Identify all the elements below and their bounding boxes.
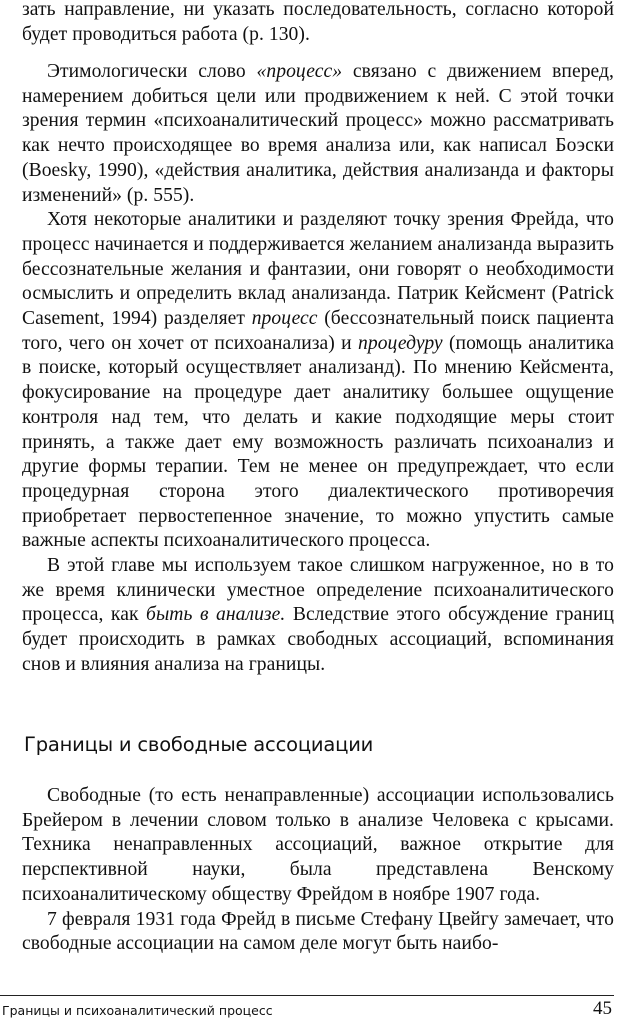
section-text-block <box>22 784 614 957</box>
section-heading: Границы и свободные ассоциации <box>24 733 374 756</box>
paragraph-casement <box>22 208 614 554</box>
paragraph-text: Вследствие этого обсуждение границ будет происходить в рамках свободных ассоциаций, вспоминания снов и влияния анализа на границы. <box>22 604 614 675</box>
emphasis-term: процесс <box>251 308 318 330</box>
paragraph-freud-letter <box>22 908 614 957</box>
paragraph-text: В этой главе мы используем такое слишком нагруженное, но в то же время клинически уместное определение психоаналитического процесса, как <box>22 555 614 626</box>
footer-divider <box>0 995 614 996</box>
paragraph-text: Этимологически слово <box>47 61 257 82</box>
running-title: Границы и психоаналитический процесс <box>2 1003 273 1018</box>
emphasis-term: «процесс» <box>256 61 343 82</box>
continued-paragraph <box>22 0 614 47</box>
emphasis-term: процедуру <box>358 332 443 354</box>
paragraph-text: связано с движением вперед, намерением добиться цели или продвижением к ней. С этой точки зрения термин «психоаналитический процесс» можно рассматривать как нечто происходящее во время анализа или, как написал Боэски (Boesky, 1990), «действия аналитика, действия анализанда и факторы изменений» (р. 555). <box>22 61 614 206</box>
page-number: 45 <box>593 998 612 1019</box>
paragraph-etymology <box>22 60 614 208</box>
paragraph-text: Хотя некоторые аналитики и разделяют точку зрения Фрейда, что процесс начинается и поддерживается желанием анализанда выразить бессознательные желания и фантазии, они говорят о необходимости осмыслить и определить вклад анализанда. Патрик Кейсмент (Patrick Casement, 1994) разделяет <box>22 209 614 330</box>
emphasis-term: быть в анализе. <box>146 604 286 626</box>
top-text-block <box>22 0 614 47</box>
paragraph-text: (бессознательный поиск пациента того, чего он хочет от психоанализа) и <box>22 308 615 354</box>
paragraph-text: Свободные (то есть ненаправленные) ассоциации использовались Брейером в лечении словом только в анализе Человека с крысами. Техника ненаправленных ассоциаций, важное открытие для перспективной науки, была представлена Венскому психоаналитическому обществу Фрейдом в ноябре 1907 года. <box>22 785 614 905</box>
paragraph-chapter-definition <box>22 554 614 678</box>
main-text-block <box>22 60 614 678</box>
continued-paragraph-text: зать направление, ни указать последовательность, согласно которой будет проводиться работа (р. 130). <box>22 0 614 45</box>
paragraph-free-association <box>22 784 614 908</box>
paragraph-text: 7 февраля 1931 года Фрейд в письме Стефану Цвейгу замечает, что свободные ассоциации на самом деле могут быть наибо- <box>22 908 614 955</box>
paragraph-text: (помощь аналитика в поиске, который осуществляет анализанд). По мнению Кейсмента, фокусирование на процедуре дает аналитику большее ощущение контроля над тем, что делать и какие подходящие меры стоит принять, а также дает ему возможность различать психоанализ и другие формы терапии. Тем не менее он предупреждает, что если процедурная сторона этого диалектического противоречия приобретает первостепенное значение, то можно упустить самые важные аспекты психоаналитического процесса. <box>22 332 614 552</box>
